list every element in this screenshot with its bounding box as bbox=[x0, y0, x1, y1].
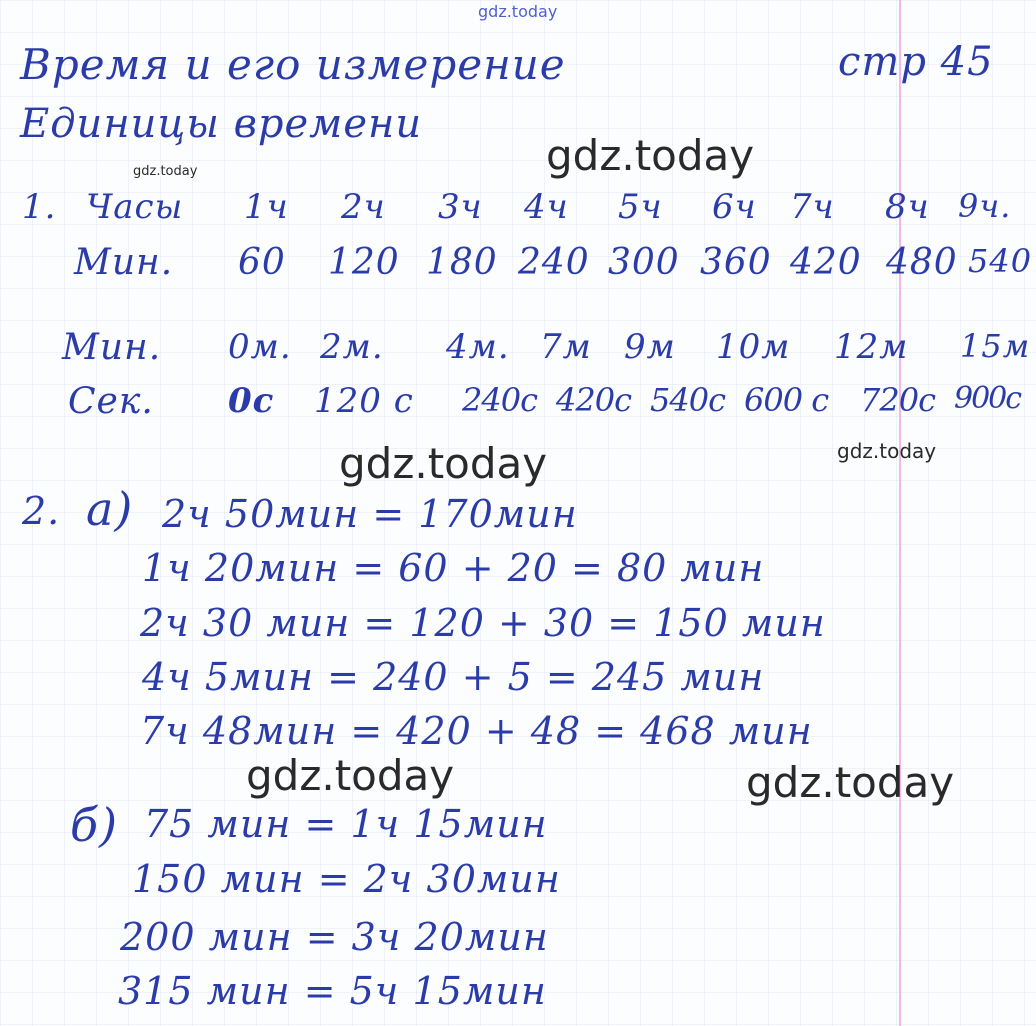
table2-seconds-cell: 900с bbox=[954, 381, 1021, 416]
equation-line: 4ч 5мин = 240 + 5 = 245 мин bbox=[142, 655, 765, 699]
table1-minutes-cell: 60 bbox=[238, 242, 286, 283]
table2-minutes-cell: 9м bbox=[624, 327, 676, 367]
table1-hours-cell: 3ч bbox=[438, 187, 483, 227]
table2-minutes-cell: 12м bbox=[834, 327, 909, 367]
page-title-line1: Время и его измерение bbox=[20, 40, 566, 89]
table2-seconds-cell: 120 с bbox=[314, 381, 414, 421]
table1-hours-cell: 6ч bbox=[712, 187, 757, 227]
equation-line: 75 мин = 1ч 15мин bbox=[144, 802, 548, 846]
page-reference: стр 45 bbox=[838, 39, 994, 85]
table1-hours-cell: 4ч bbox=[524, 187, 569, 227]
table1-minutes-cell: 360 bbox=[700, 242, 772, 283]
table1-hours-cell: 1ч bbox=[244, 187, 289, 227]
table1-row1-label: Часы bbox=[86, 187, 184, 227]
table1-hours-cell: 2ч bbox=[341, 187, 386, 227]
table2-row1-label: Мин. bbox=[62, 327, 162, 368]
table1-minutes-cell: 300 bbox=[608, 242, 680, 283]
equation-line: 200 мин = 3ч 20мин bbox=[120, 915, 549, 959]
table2-seconds-cell: 240с bbox=[462, 381, 537, 419]
watermark-large-2: gdz.today bbox=[339, 439, 548, 488]
table1-minutes-cell: 120 bbox=[328, 242, 400, 283]
table2-seconds-cell: 720с bbox=[860, 381, 935, 419]
table2-minutes-cell: 0м. bbox=[228, 327, 292, 367]
watermark-small-left: gdz.today bbox=[133, 164, 198, 179]
watermark-top: gdz.today bbox=[478, 2, 558, 21]
equation-line: 150 мин = 2ч 30мин bbox=[132, 857, 561, 901]
watermark-large-4: gdz.today bbox=[746, 758, 955, 807]
table1-hours-cell: 9ч. bbox=[958, 187, 1012, 225]
table2-row2-label: Сек. bbox=[68, 381, 154, 422]
table1-minutes-cell: 180 bbox=[426, 242, 498, 283]
task2-number: 2. bbox=[22, 489, 61, 533]
table2-minutes-cell: 4м. bbox=[446, 327, 510, 367]
table2-minutes-cell: 15м bbox=[960, 327, 1031, 365]
table2-seconds-cell: 540с bbox=[650, 381, 725, 419]
table2-seconds-cell: 420с bbox=[556, 381, 631, 419]
table2-minutes-cell: 10м bbox=[716, 327, 791, 367]
equation-line: 1ч 20мин = 60 + 20 = 80 мин bbox=[142, 546, 765, 590]
task2-part-a-label: а) bbox=[86, 482, 134, 536]
equation-line: 7ч 48мин = 420 + 48 = 468 мин bbox=[140, 709, 813, 753]
watermark-large-1: gdz.today bbox=[546, 131, 755, 180]
equation-line: 2ч 30 мин = 120 + 30 = 150 мин bbox=[140, 601, 826, 645]
table1-hours-cell: 8ч bbox=[885, 187, 930, 227]
table2-seconds-cell: 0с bbox=[228, 381, 275, 421]
table1-row2-label: Мин. bbox=[74, 242, 174, 283]
equation-line: 2ч 50мин = 170мин bbox=[162, 492, 578, 536]
table1-minutes-cell: 540 bbox=[968, 242, 1033, 280]
watermark-large-3: gdz.today bbox=[246, 751, 455, 800]
task2-part-b-label: б) bbox=[70, 798, 119, 852]
watermark-small-right: gdz.today bbox=[837, 439, 937, 463]
table1-minutes-cell: 240 bbox=[518, 242, 590, 283]
equation-line: 315 мин = 5ч 15мин bbox=[118, 969, 547, 1013]
task1-number: 1. bbox=[22, 187, 57, 227]
margin-line bbox=[899, 0, 901, 1026]
table1-minutes-cell: 420 bbox=[790, 242, 862, 283]
table1-hours-cell: 5ч bbox=[618, 187, 663, 227]
table2-minutes-cell: 2м. bbox=[320, 327, 384, 367]
table2-seconds-cell: 600 с bbox=[744, 381, 829, 419]
table2-minutes-cell: 7м bbox=[540, 327, 592, 367]
table1-minutes-cell: 480 bbox=[886, 242, 958, 283]
table1-hours-cell: 7ч bbox=[790, 187, 835, 227]
page-title-line2: Единицы времени bbox=[20, 101, 423, 147]
